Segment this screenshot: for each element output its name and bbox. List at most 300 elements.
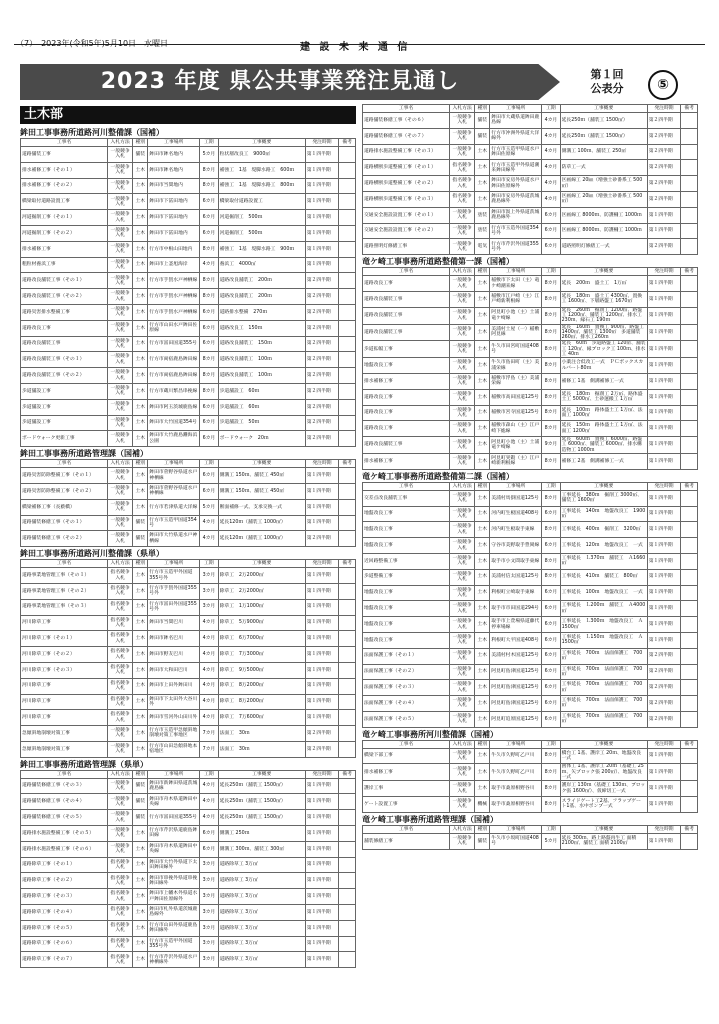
table-cell: 第１四半期 xyxy=(647,781,681,797)
table-cell: 第２四半期 xyxy=(305,415,339,431)
table-cell xyxy=(339,583,356,599)
table-row xyxy=(363,553,698,569)
table-cell: 一般競争入札 xyxy=(450,373,475,389)
table-cell: 法面保護工事（その５） xyxy=(363,711,450,727)
table-cell: 一般競争入札 xyxy=(108,741,133,757)
table-cell: 一般競争入札 xyxy=(450,569,475,585)
table-row xyxy=(21,178,356,194)
column-header: 発注時期 xyxy=(647,268,681,276)
table-cell: 歩道舗設工事 xyxy=(21,383,108,399)
column-header: 種別 xyxy=(475,825,490,833)
table-cell: 指名競争入札 xyxy=(108,920,133,936)
table-cell: 6カ月 xyxy=(542,680,560,696)
table-cell: 牛久市田宮町国道408号 xyxy=(490,341,542,358)
table-header-row xyxy=(363,482,698,490)
column-header: 入札方法 xyxy=(450,105,475,113)
table-cell xyxy=(339,841,356,857)
column-header: 工事名 xyxy=(21,560,108,568)
table-cell: 排水補修工事（その２） xyxy=(21,178,108,194)
table-cell: 土木 xyxy=(133,178,148,194)
table-cell: 第２四半期 xyxy=(305,368,339,384)
table-row xyxy=(21,468,356,484)
table-cell: 第１四半期 xyxy=(647,632,681,648)
column-header: 工事概要 xyxy=(218,560,305,568)
table-cell: 3カ月 xyxy=(200,873,218,889)
table-cell: 第１四半期 xyxy=(305,694,339,710)
table-cell: 鉾田市大竹鹿島灘海浜公園 xyxy=(148,431,200,447)
table-cell: 一般競争入札 xyxy=(450,585,475,601)
table-cell: 4カ月 xyxy=(200,778,218,794)
table-row xyxy=(21,857,356,873)
table-cell: 側溝工 100ｍ、舗装工 250㎡ xyxy=(560,144,647,160)
table-cell: 行方市芹沢外県道水戸神栖線外 xyxy=(148,952,200,968)
table-cell: 8カ月 xyxy=(200,178,218,194)
table-cell xyxy=(339,257,356,273)
table-cell xyxy=(681,522,698,538)
table-cell: 土木 xyxy=(133,568,148,584)
table-cell: 交通安全施設設置工事（その１） xyxy=(363,207,450,223)
table-cell: 土木 xyxy=(133,368,148,384)
table-cell: 道路除草工事（その６） xyxy=(21,936,108,952)
table-cell: 8カ月 xyxy=(542,453,560,469)
table-cell xyxy=(681,664,698,680)
table-cell: 除草工 1万1000㎡ xyxy=(218,599,305,615)
table-cell: 利根町立崎取手東線 xyxy=(490,585,542,601)
table-cell: 小薬注合低改工一式 ＰＣボックスカルバート80ｍ xyxy=(560,358,647,374)
table-cell: 阿見町島津国道125号 xyxy=(490,680,542,696)
table-header-row xyxy=(21,770,356,778)
table-cell: 土木 xyxy=(475,601,490,617)
table-row xyxy=(363,748,698,764)
project-table xyxy=(20,459,356,547)
table-cell: 美浦村村木国道125号 xyxy=(490,648,542,664)
table-cell xyxy=(339,304,356,320)
table-cell xyxy=(339,905,356,921)
table-cell: 土木 xyxy=(475,341,490,358)
table-cell: 6カ月 xyxy=(542,617,560,633)
table-cell xyxy=(681,373,698,389)
table-cell: 美浦村土屋（一）稲敷阿見線 xyxy=(490,324,542,341)
table-cell: 鉾田市鉾名巴川 xyxy=(148,631,200,647)
table-cell: 舗装 xyxy=(475,833,490,849)
table-cell: 鉾田市大竹外県道下太田鉾田線外 xyxy=(148,857,200,873)
table-cell: 第１四半期 xyxy=(305,662,339,678)
table-cell: 第１四半期 xyxy=(647,453,681,469)
table-cell: 一般競争入札 xyxy=(108,841,133,857)
table-cell: 4カ月 xyxy=(542,191,560,207)
table-cell: 牛久市久野町乙戸川 xyxy=(490,764,542,781)
table-cell: 道路改良舗装工事 xyxy=(363,291,450,307)
table-cell: 指名競争入札 xyxy=(108,873,133,889)
table-cell: 歩道舗設工 60ｍ xyxy=(218,399,305,415)
table-cell: 河川除草工事 xyxy=(21,710,108,726)
table-cell: 道路横断歩道整備工事（その３） xyxy=(363,191,450,207)
table-cell: 8カ月 xyxy=(542,307,560,324)
table-cell: 舗装 xyxy=(133,531,148,547)
table-cell: 8カ月 xyxy=(200,352,218,368)
table-cell: 塗装 xyxy=(475,207,490,223)
table-row xyxy=(21,599,356,615)
table-cell: 鉾田市上釜旭海岸 xyxy=(148,257,200,273)
table-cell: 稲敷市下太田（主）竜ケ崎潮来線 xyxy=(490,276,542,292)
table-cell: 道路改良舗装工事 xyxy=(363,324,450,341)
table-row xyxy=(363,191,698,207)
table-cell: 一般競争入札 xyxy=(108,225,133,241)
table-cell: 一般競争入札 xyxy=(450,341,475,358)
table-cell: 一般競争入札 xyxy=(450,207,475,223)
section-title: 竜ケ崎工事事務所道路管理課（国補） xyxy=(362,814,498,824)
issue-number: ⑤ xyxy=(648,70,678,100)
table-cell: 阿見町島津国道125号 xyxy=(490,664,542,680)
table-cell: 6カ月 xyxy=(200,225,218,241)
table-row xyxy=(21,678,356,694)
table-cell: 第１四半期 xyxy=(305,647,339,663)
table-cell xyxy=(681,553,698,569)
column-header: 工事概要 xyxy=(560,740,647,748)
table-cell xyxy=(339,399,356,415)
table-cell: 道路災害防除整備工事（その２） xyxy=(21,483,108,499)
table-cell xyxy=(681,632,698,648)
column-header: 備考 xyxy=(681,825,698,833)
table-cell: 4カ月 xyxy=(200,647,218,663)
table-cell: 側溝工 250ｍ xyxy=(218,826,305,842)
table-cell: 指名競争入札 xyxy=(108,568,133,584)
table-cell: 道路横断歩道整備工事（その２） xyxy=(363,176,450,192)
table-cell: 一般競争入札 xyxy=(108,257,133,273)
table-cell: 第１四半期 xyxy=(305,599,339,615)
table-cell: 歩道舗設工 60ｍ xyxy=(218,383,305,399)
table-cell: 一般競争入札 xyxy=(450,291,475,307)
table-cell: 河川除草工事（その３） xyxy=(21,662,108,678)
column-header: 入札方法 xyxy=(108,139,133,147)
column-header: 工事名 xyxy=(363,482,450,490)
table-cell: 法面工 30ｍ xyxy=(218,726,305,742)
table-cell: 補強工 1基 堤脚水路工 800ｍ xyxy=(218,178,305,194)
table-cell: 行方市芹沢外国道355号外 xyxy=(490,239,542,255)
table-row xyxy=(21,841,356,857)
table-cell: 第１四半期 xyxy=(305,194,339,210)
table-cell: 行方市芹沢県道鹿島鉾田線 xyxy=(148,826,200,842)
table-cell: 5カ月 xyxy=(200,499,218,515)
column-header: 発注時期 xyxy=(305,770,339,778)
column-header: 工事概要 xyxy=(560,825,647,833)
table-cell: 地盤改良工事 xyxy=(363,601,450,617)
table-cell xyxy=(339,499,356,515)
table-cell: 第２四半期 xyxy=(305,741,339,757)
table-cell xyxy=(339,920,356,936)
column-header: 入札方法 xyxy=(450,482,475,490)
table-cell: 第１四半期 xyxy=(305,162,339,178)
table-cell: 4カ月 xyxy=(200,631,218,647)
table-cell: 一般競争入札 xyxy=(450,797,475,813)
column-header: 工事場所 xyxy=(148,770,200,778)
table-cell: 4カ月 xyxy=(542,113,560,129)
table-cell: 牛久市小坂町国道408号 xyxy=(490,833,542,849)
table-row xyxy=(21,399,356,415)
table-cell: 土木 xyxy=(133,273,148,289)
table-cell: 道路除草工 3万㎡ xyxy=(218,873,305,889)
table-cell: 土木 xyxy=(133,499,148,515)
table-cell: 鉾田市下太田外大谷川外 xyxy=(148,694,200,710)
table-cell xyxy=(681,239,698,255)
table-cell: 除草工 9万5000㎡ xyxy=(218,662,305,678)
table-cell: 延長 260ｍ 掘削工 1200㎥、路盤工 1200㎡、舗装工 1200㎡、排水工 230ｍ、縁石工 190ｍ xyxy=(560,307,647,324)
project-table xyxy=(362,482,698,728)
table-cell xyxy=(681,421,698,437)
table-cell: 土木 xyxy=(475,648,490,664)
table-cell: 一般競争入札 xyxy=(450,538,475,554)
table-cell: 指名競争入札 xyxy=(108,662,133,678)
table-cell: 工事延長 700ｍ 法面保護工 700㎡ xyxy=(560,696,647,712)
table-cell: 美浦村信太国道125号 xyxy=(490,569,542,585)
table-cell xyxy=(681,601,698,617)
table-cell: 土木 xyxy=(133,399,148,415)
table-cell xyxy=(339,826,356,842)
table-cell: 稲敷市浮島（主）美浦栄線 xyxy=(490,373,542,389)
table-cell: 土木 xyxy=(133,599,148,615)
table-cell: 土木 xyxy=(475,373,490,389)
table-cell: 一般競争入札 xyxy=(450,389,475,405)
table-cell: 鉾田市舟木県道鉾田中央線 xyxy=(148,794,200,810)
table-cell: 道路改良工 150ｍ xyxy=(218,320,305,336)
table-cell xyxy=(339,647,356,663)
table-cell: 一般競争入札 xyxy=(108,826,133,842)
table-cell: 第１四半期 xyxy=(305,257,339,273)
table-row xyxy=(21,741,356,757)
table-cell xyxy=(339,194,356,210)
table-cell: 土木 xyxy=(133,194,148,210)
table-cell xyxy=(681,160,698,176)
table-cell: 鉾田市下冨田地内 xyxy=(148,225,200,241)
table-cell: 道路舗装修繕工事（その４） xyxy=(21,794,108,810)
table-cell: 工事延長 400ｍ 掘削工 3200㎥ xyxy=(560,522,647,538)
right-column xyxy=(362,104,698,850)
table-cell: 6カ月 xyxy=(200,826,218,842)
table-cell: 行方市両宿鹿島鉾田線 xyxy=(148,368,200,384)
table-cell xyxy=(681,113,698,129)
table-cell: 一般競争入札 xyxy=(450,324,475,341)
table-cell: 行方市玉造甲県道水戸鉾田佐原線 xyxy=(490,144,542,160)
table-cell: 第２四半期 xyxy=(647,113,681,129)
table-cell: 第２四半期 xyxy=(305,383,339,399)
table-cell: 一般競争入札 xyxy=(108,162,133,178)
table-cell: 4カ月 xyxy=(200,615,218,631)
project-table xyxy=(362,104,698,255)
table-cell: 近回路整備工事 xyxy=(363,553,450,569)
table-cell: 指名競争入札 xyxy=(450,176,475,192)
table-cell: 道路改良工事 xyxy=(363,389,450,405)
table-cell: 行方市両宿鹿島鉾田線 xyxy=(148,352,200,368)
table-cell: 工事延長 Ｌ150ｍ 地盤改良工 Ａ1500㎡ xyxy=(560,632,647,648)
table-row xyxy=(21,936,356,952)
table-cell: 道路改良舗装工事（その１） xyxy=(21,352,108,368)
table-cell: 鉾田市上田外鉾田川 xyxy=(148,678,200,694)
table-cell: 一般競争入札 xyxy=(108,431,133,447)
table-cell: 第１四半期 xyxy=(305,583,339,599)
table-cell: 第２四半期 xyxy=(647,176,681,192)
column-header: 工期 xyxy=(542,268,560,276)
table-row xyxy=(21,615,356,631)
table-cell: 河道掘削工 500ｍ xyxy=(218,210,305,226)
table-cell: 道路横断歩道整備工事（その１） xyxy=(363,160,450,176)
table-cell: 第１四半期 xyxy=(305,710,339,726)
table-row xyxy=(363,307,698,324)
table-cell xyxy=(339,694,356,710)
table-cell xyxy=(339,794,356,810)
table-cell: 8カ月 xyxy=(542,748,560,764)
table-cell: 法面保護工事（その３） xyxy=(363,680,450,696)
table-cell xyxy=(339,289,356,305)
table-cell: 8カ月 xyxy=(542,522,560,538)
issue-line-1: 第１回 xyxy=(590,68,624,81)
table-cell xyxy=(339,178,356,194)
column-header: 入札方法 xyxy=(450,825,475,833)
table-cell: 3カ月 xyxy=(200,936,218,952)
table-cell: 指名競争入札 xyxy=(108,905,133,921)
table-cell: 行方市手賀水戸神栖線 xyxy=(148,289,200,305)
table-cell: 土木 xyxy=(475,506,490,522)
table-cell xyxy=(681,680,698,696)
table-cell xyxy=(339,225,356,241)
table-cell: 第１四半期 xyxy=(305,905,339,921)
table-cell: 第１四半期 xyxy=(647,601,681,617)
table-row xyxy=(21,694,356,710)
table-cell: 土木 xyxy=(133,615,148,631)
table-cell: 6カ月 xyxy=(542,664,560,680)
table-cell: 行方市蔵川繁昌串挽線 xyxy=(148,383,200,399)
table-row xyxy=(21,515,356,531)
table-cell: 4カ月 xyxy=(200,257,218,273)
table-cell: 一般競争入札 xyxy=(108,383,133,399)
table-cell: 道路改良舗装工事（その２） xyxy=(21,289,108,305)
column-header: 発注時期 xyxy=(647,825,681,833)
table-cell: 工事延長 700ｍ 法面保護工 700㎡ xyxy=(560,711,647,727)
table-cell: 8カ月 xyxy=(542,781,560,797)
table-cell: 第２四半期 xyxy=(647,191,681,207)
table-cell: 鉾田市雪河外山田川外 xyxy=(148,710,200,726)
column-header: 工事概要 xyxy=(218,139,305,147)
table-cell: 第１四半期 xyxy=(647,405,681,421)
table-cell: 交差点改良舗装工事 xyxy=(363,490,450,506)
table-cell: 一般競争入札 xyxy=(450,437,475,454)
table-cell: 行方市玉造甲外国道355号外 xyxy=(148,936,200,952)
table-cell: 歩道舗設工事 xyxy=(21,415,108,431)
table-cell: 土木 xyxy=(133,289,148,305)
table-cell: 延長250ｍ（舗装工 1500㎡） xyxy=(218,778,305,794)
column-header: 工事場所 xyxy=(148,139,200,147)
table-cell: 工事延長 380ｍ 掘削工 3000㎥、舗装工 1600㎡ xyxy=(560,490,647,506)
table-cell: 8カ月 xyxy=(542,373,560,389)
table-cell: 第１四半期 xyxy=(647,291,681,307)
table-cell: 指名競争入札 xyxy=(108,678,133,694)
table-row xyxy=(363,680,698,696)
table-cell: 第２四半期 xyxy=(305,399,339,415)
table-cell: 道路改良舗装工事（その２） xyxy=(21,368,108,384)
table-cell: 第１四半期 xyxy=(305,241,339,257)
table-cell: 一般競争入札 xyxy=(450,648,475,664)
table-cell: 鉾田市下冨田地内 xyxy=(148,210,200,226)
issue-date: （7） 2023年(令和5年)5月10日 水曜日 xyxy=(16,39,169,48)
table-cell: 土木 xyxy=(133,857,148,873)
table-cell xyxy=(339,599,356,615)
table-cell: 第１四半期 xyxy=(647,437,681,454)
table-cell xyxy=(681,617,698,633)
table-cell: 行方市若津県道大洋線 xyxy=(148,499,200,515)
table-cell: 4カ月 xyxy=(542,128,560,144)
table-cell xyxy=(339,662,356,678)
table-cell xyxy=(681,324,698,341)
table-cell: 第１四半期 xyxy=(647,421,681,437)
table-row xyxy=(21,583,356,599)
table-cell xyxy=(339,678,356,694)
table-cell: 6カ月 xyxy=(200,415,218,431)
table-cell: 第２四半期 xyxy=(647,160,681,176)
table-cell: 阿見町島津国道125号 xyxy=(490,696,542,712)
table-cell: 道路改良舗装工事 xyxy=(363,307,450,324)
table-cell: 行方市玉造外国道354号外 xyxy=(490,223,542,239)
table-cell: 護岸工 130ｍ（基礎工 130ｍ、ブロック張 1600㎡）、仮締切工一式 xyxy=(560,781,647,797)
table-cell: 第１四半期 xyxy=(647,522,681,538)
table-cell: 3カ月 xyxy=(200,857,218,873)
table-cell: 第１四半期 xyxy=(305,952,339,968)
table-row xyxy=(21,336,356,352)
table-cell xyxy=(339,352,356,368)
table-cell: 第２四半期 xyxy=(305,726,339,742)
table-cell: 第１四半期 xyxy=(305,568,339,584)
table-cell: 塗装 xyxy=(475,223,490,239)
table-row xyxy=(21,568,356,584)
table-cell: 8カ月 xyxy=(200,162,218,178)
table-cell: 6カ月 xyxy=(200,483,218,499)
table-cell: 一般競争入札 xyxy=(450,664,475,680)
table-cell: 指名競争入札 xyxy=(108,694,133,710)
column-header: 工事場所 xyxy=(490,740,542,748)
table-cell: 一般競争入札 xyxy=(108,194,133,210)
table-cell: 第１四半期 xyxy=(305,936,339,952)
column-header: 工事場所 xyxy=(148,560,200,568)
table-cell: 土木 xyxy=(133,889,148,905)
table-cell: 第１四半期 xyxy=(305,920,339,936)
table-cell: 4カ月 xyxy=(200,794,218,810)
table-cell: 道路除草工事（その３） xyxy=(21,889,108,905)
table-cell: 8カ月 xyxy=(200,289,218,305)
table-cell: 8カ月 xyxy=(542,358,560,374)
table-cell: 排水補修工事 xyxy=(363,453,450,469)
column-header: 備考 xyxy=(681,482,698,490)
column-header: 工事場所 xyxy=(148,460,200,468)
table-cell: 土木 xyxy=(133,257,148,273)
table-cell xyxy=(339,320,356,336)
table-cell: 河内町生板取手東線 xyxy=(490,522,542,538)
table-cell xyxy=(681,307,698,324)
table-cell: 第１四半期 xyxy=(305,147,339,163)
table-cell: 一般競争入札 xyxy=(450,553,475,569)
table-cell: 道路排水施設整備工事（その３） xyxy=(363,144,450,160)
table-cell: 歩道拡幅工事 xyxy=(363,341,450,358)
table-cell: 粗粒材養浜工事 xyxy=(21,257,108,273)
table-cell xyxy=(681,696,698,712)
table-cell: 指名競争入札 xyxy=(108,647,133,663)
table-cell: 道路照明灯修繕工事 xyxy=(363,239,450,255)
table-cell: 道路排水施設整備工事（その６） xyxy=(21,841,108,857)
table-cell: 第１四半期 xyxy=(647,373,681,389)
table-cell: 行方市山田水戸鉾田佐原線 xyxy=(148,320,200,336)
table-row xyxy=(21,920,356,936)
column-header: 種別 xyxy=(133,139,148,147)
table-cell: 牛久市島田町（主）美浦栄線 xyxy=(490,358,542,374)
table-cell: 河川除草工事 xyxy=(21,694,108,710)
table-cell xyxy=(339,568,356,584)
